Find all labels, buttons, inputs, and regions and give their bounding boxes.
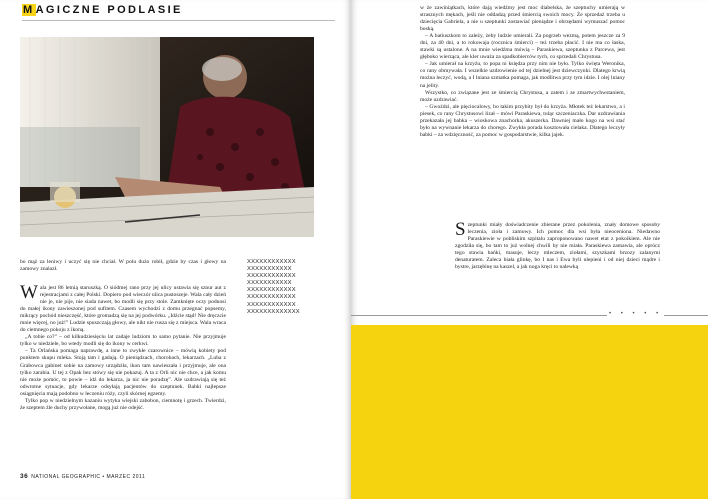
left-page	[0, 0, 351, 499]
body-paragraph: zeptunki miały doświadczenie zbierane przez pokolenia, znały domowe sposoby leczenia, zioła i zamowy. Ich pomoc dla wsi była nieoceniona. Niedawno Paraskiewie w pobliskim szpitalu zaproponowano nawet etat z pokoikiem. Ale nie zgodziła się, bo tam to już wolnej chwili by nie miała. Paraskiewa zamawia, ale oprócz tego stawia bańki, masuje, leczy mleczem, ziołami, szyszkami brzozy zalanymi denaturatem. Zaleca biała glinkę, bo I nas i Ewa byli ulepieni i od niej dzieci mądre i bystre, jarzębinę na kaszel, a jak noga kręci to nalewką	[455, 222, 660, 271]
dropcap-letter: W	[20, 282, 38, 303]
section-heading-rest: AGICZNE PODLASIE	[35, 4, 183, 16]
page-number: 36	[20, 473, 29, 480]
page-footer	[20, 473, 145, 480]
placeholder-line: XXXXXXXXXXXX	[247, 301, 296, 308]
left-column-intro	[20, 259, 226, 273]
right-column-bottom	[455, 219, 660, 271]
dropcap-paragraph	[455, 219, 660, 271]
placeholder-line: XXXXXXXXXXXX	[247, 273, 296, 280]
body-paragraph: – Gwoździ, ale pięciocalowy, bo takim przybity był do krzyża. Młotek też lekarstwo, a i piesek, co rany Chrystusowi lizał – mówi Paraskiewa, tuląc szczeniaczka. Dar uzdrawiania przekazała jej babka – wioskowa znachorka, akuszerka. Dawniej mało kogo na wsi stać było na wywnanie lekarza do chorego. Zwykła porada kosztowała cielaka. Dlatego leczyły babki – za wdzięczność, za pomoc w gospodarstwie, kilka jajek.	[420, 103, 625, 138]
body-paragraph: ala jest 86 letnią staruszką. O siódmej rano przy jej ulicy ustawia się sznur aut z rejestracjami z całej Polski. Dopiero pod wieczór ulica pustoszeje. Wala cały dzień nie je, nie pije, nie siada nawet, bo modli się przy stole. Zamknięte oczy podnosi do małej ikony zawieszonej pod sufitem. Czasem wychodzi z domu przegnać popsemy, mikrący pochód nieszczęść, które gromadzą się na jej podwórku. „Idźcie stąd! Nie dręczcie mnie więcej, no już!” Ludzie spuszczają głowy, ale nikt nie rusza się z miejsca. Wala wraca do ciemnego pokoju z ikoną.	[20, 285, 226, 334]
section-heading	[22, 4, 183, 16]
body-paragraph: – Jak umierał na krzyżu, to popa ni księdza przy nim nie było. Tylko święta Weronika, co rany obmywała. I wszelkie uzdrowienie od tej dzielnej jest dziewczynki. Dlatego krwią można leczyć, wodą, a I lniana szmatka pomaga, jak modlitwa przy tym idzie. I olej lniany na jelity.	[420, 61, 625, 89]
right-page	[351, 0, 708, 499]
heading-rule	[22, 20, 335, 21]
section-heading-initial: M	[23, 4, 35, 16]
photo-illustration	[20, 37, 314, 237]
right-column-top	[420, 5, 625, 139]
placeholder-line: XXXXXXXXXXXX	[247, 259, 296, 265]
placeholder-line: XXXXXXXXXXX	[247, 280, 292, 287]
left-column-body	[20, 282, 226, 412]
body-paragraph: „A tobie co?” – od kilkudziesięciu lat zadaje ludziom to samo pytanie. Nie przyjmuje tylko w niedziele, bo wtedy modli się do ikony w cerkwi.	[20, 334, 226, 348]
yellow-panel	[351, 325, 708, 499]
body-paragraph: Wszystko, co związane jest ze śmiercią Chrystusa, a zatem i ze zmartwychwstaniem, może uzdrawiać.	[420, 89, 625, 103]
placeholder-text-block	[247, 259, 327, 316]
intro-paragraph: bo mąż za leniwy i uczyć się nie chciał. W polu dużo robił, gdzie by czas i głowy na zamowy znalazł.	[20, 259, 226, 273]
body-paragraph: – Ta Orlańska pomaga naprawdę, a inne to zwykłe czarownice – mówią kobiety pod punktem skupu mleka. Stoją tam i gadają. O pieniądzach, chorobach, lekarzach. „Luba z Grabowca gabinet sobie na zamowy urządziła, ikon tam nawieszała i przyjmuje, ale ona tylko zarabia. U tej z Opak bez stówy się nie pokazuj. A ta z Orli nic nie chce, a jak komu nie może pomóc, to powie – idź do lekarza, ja nic nie poradzę”. Ale uzdrawiają się też odwrotne sytuacje, gdy lekarze odsyłają pacjentów do szeptunek. Babki najlepsze osiągnięcia mają podobno w leczeniu róży, czyli skórnej egzemy.	[20, 348, 226, 397]
placeholder-line: XXXXXXXXXXX	[247, 266, 292, 273]
footer-text: NATIONAL GEOGRAPHIC • MARZEC 2011	[31, 474, 146, 480]
placeholder-line: XXXXXXXXXXXX	[247, 294, 296, 301]
placeholder-line: XXXXXXXXXXXX	[247, 287, 296, 294]
body-paragraph: w że zawiniątkach, które dają wiedźmy jest moc diabelska, że szeptuchy umierają w strasznych mękach, jeśli nie oddadzą przed śmiercią swoich mocy. Że sprzedaż trzeba u dziecięcia Gabriela, a nie u szeptunki zostawiać pieniądze i obrzędami wymuszać pomoc boską.	[420, 5, 625, 33]
body-paragraph: Tylko pop w niedzielnym kazaniu wytyka wiejski zabobon, ciemnotę i grzech. Twierdzi, że szeptem źle duchy przywołane, mogą już nie odejść.	[20, 397, 226, 411]
dropcap-paragraph	[20, 282, 226, 334]
dropcap-letter: S	[455, 219, 466, 240]
divider-dots: • • • • •	[609, 311, 663, 317]
portrait-photo	[20, 37, 314, 237]
body-paragraph: – A batiuszkom to zależy, żeby ludzie umierali. Za pogrzeb wezmą, potem jeszcze za 9 dni, za 40 dni, a to rokowaja (rocznica śmierci) – też trzeba płacić. I nie ma co łaska, stawki są ustalone. A na mnie wiedźma mówią – Paraskiewa, szeptunka z Parcewa, jest głęboko wierząca, ale kler uważa za spadkobierców tych, co sprzedali Chrystusa.	[420, 33, 625, 61]
placeholder-line: XXXXXXXXXXXXX	[247, 308, 300, 315]
